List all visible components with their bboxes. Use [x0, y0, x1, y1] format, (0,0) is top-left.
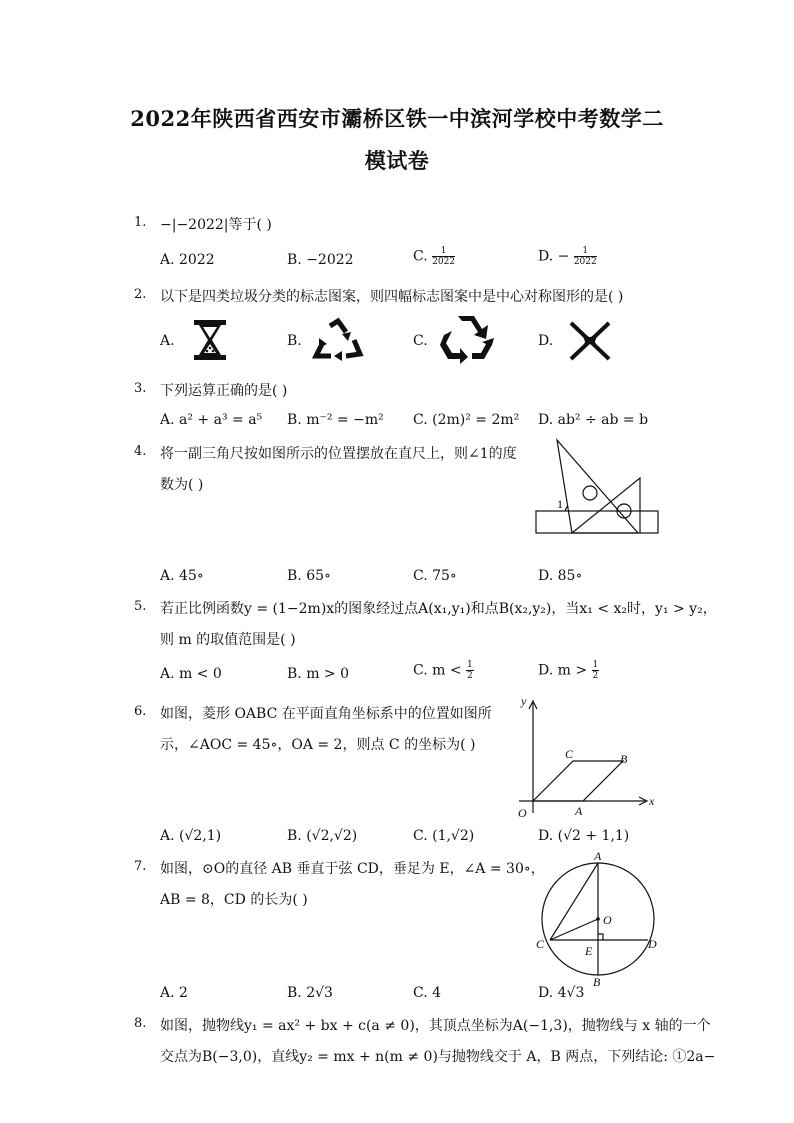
question-number: 5. — [134, 599, 147, 614]
option-d[interactable]: D. ab² ÷ ab = b — [538, 412, 649, 428]
fraction — [432, 246, 455, 267]
option-c[interactable]: C. — [413, 333, 428, 349]
point-label-d: D — [648, 937, 657, 951]
option-b[interactable]: B. m > 0 — [287, 666, 350, 682]
option-c[interactable]: C. 4 — [413, 985, 442, 1001]
option-c[interactable] — [413, 660, 474, 681]
point-label-b: B — [593, 975, 601, 989]
angle-label: 1 — [557, 497, 563, 511]
option-b[interactable]: B. 2√3 — [287, 985, 333, 1001]
option-a[interactable]: A. m < 0 — [160, 666, 222, 682]
cross-arrows-icon — [568, 320, 612, 362]
option-c[interactable] — [413, 246, 455, 267]
question-number: 8. — [134, 1016, 147, 1031]
numerator: 1 — [592, 660, 599, 670]
option-b[interactable]: B. m⁻² = −m² — [287, 412, 384, 428]
question-stem-line2: AB = 8，CD 的长为( ) — [160, 892, 308, 908]
option-c-prefix: C. m < — [413, 662, 467, 679]
option-d-prefix: D. m > — [538, 662, 592, 679]
point-label-e: E — [585, 944, 593, 958]
point-label-c: C — [565, 747, 574, 761]
question-stem: 以下是四类垃圾分类的标志图案，则四幅标志图案中是中心对称图形的是( ) — [160, 289, 624, 305]
point-label-o: O — [603, 913, 612, 927]
option-d[interactable] — [538, 246, 597, 267]
fraction — [466, 660, 474, 681]
axis-label-x: x — [649, 794, 655, 808]
option-d[interactable]: D. (√2 + 1,1) — [538, 828, 630, 844]
question-number: 1. — [134, 215, 147, 230]
question-stem-line2: 示，∠AOC = 45∘，OA = 2，则点 C 的坐标为( ) — [160, 737, 476, 753]
option-c-prefix: C. — [413, 248, 433, 265]
option-a[interactable]: A. a² + a³ = a⁵ — [160, 412, 263, 428]
option-a[interactable]: A. (√2,1) — [160, 828, 222, 844]
option-b[interactable]: B. (√2,√2) — [287, 828, 358, 844]
exam-title-line1: 2022年陕西省西安市灞桥区铁一中滨河学校中考数学二 — [130, 106, 664, 131]
point-label-b: B — [620, 752, 628, 766]
question-number: 4. — [134, 444, 147, 459]
option-b[interactable]: B. −2022 — [287, 252, 354, 268]
denominator: 2022 — [573, 257, 597, 267]
option-a[interactable]: A. 2 — [160, 985, 188, 1001]
question-stem-line2: 则 m 的取值范围是( ) — [160, 632, 296, 648]
question-stem-line2: 交点为B(−3,0)，直线y₂ = mx + n(m ≠ 0)与抛物线交于 A，B 两点，下列结论: ①2a− — [160, 1049, 716, 1065]
option-d-prefix: D. − — [538, 248, 570, 265]
question-stem: 下列运算正确的是( ) — [160, 383, 288, 399]
option-c[interactable]: C. (1,√2) — [413, 828, 475, 844]
option-c[interactable]: C. 75∘ — [413, 568, 457, 584]
question-stem-line1: 如图，抛物线y₁ = ax² + bx + c(a ≠ 0)，其顶点坐标为A(−1,3)，抛物线与 x 轴的一个 — [160, 1018, 711, 1034]
question-number: 7. — [134, 859, 147, 874]
fraction — [592, 660, 600, 681]
numerator: 1 — [467, 660, 473, 670]
option-b[interactable]: B. 65∘ — [287, 568, 331, 584]
point-label-c: C — [536, 937, 545, 951]
option-a[interactable]: A. — [160, 333, 175, 349]
hourglass-recycle-icon — [190, 318, 230, 362]
question-number: 3. — [134, 381, 147, 396]
circle-chord-figure — [530, 848, 665, 988]
recycle-triangle-icon — [313, 318, 363, 362]
question-stem-line1: 如图，菱形 OABC 在平面直角坐标系中的位置如图所 — [160, 706, 492, 722]
option-b[interactable]: B. — [287, 333, 302, 349]
numerator: 1 — [574, 246, 597, 257]
option-a[interactable]: A. 45∘ — [160, 568, 204, 584]
question-stem-line1: 如图，⊙O的直径 AB 垂直于弦 CD，垂足为 E，∠A = 30∘， — [160, 861, 545, 877]
question-stem-line1: 将一副三角尺按如图所示的位置摆放在直尺上，则∠1的度 — [160, 446, 517, 462]
axis-label-y: y — [521, 694, 527, 708]
numerator: 1 — [432, 246, 455, 257]
option-d[interactable] — [538, 660, 599, 681]
denominator: 2 — [592, 671, 599, 681]
triangle-rulers-figure — [535, 438, 660, 538]
rhombus-coordinate-figure — [505, 693, 665, 823]
option-a[interactable]: A. 2022 — [160, 252, 215, 268]
question-stem-line1: 若正比例函数y = (1−2m)x的图象经过点A(x₁,y₁)和点B(x₂,y₂)，当x₁ < x₂时，y₁ > y₂， — [160, 601, 717, 617]
point-label-a: A — [594, 849, 602, 863]
denominator: 2022 — [432, 257, 456, 267]
recycle-arrows-icon — [438, 313, 494, 365]
point-label-o: O — [518, 806, 527, 820]
option-d[interactable]: D. — [538, 333, 554, 349]
denominator: 2 — [467, 671, 473, 681]
question-number: 6. — [134, 704, 147, 719]
question-stem-line2: 数为( ) — [160, 477, 204, 493]
option-d[interactable]: D. 85∘ — [538, 568, 583, 584]
question-number: 2. — [134, 287, 147, 302]
option-c[interactable]: C. (2m)² = 2m² — [413, 412, 520, 428]
fraction — [574, 246, 597, 267]
option-d[interactable]: D. 4√3 — [538, 985, 585, 1001]
point-label-a: A — [575, 804, 583, 818]
question-stem: −|−2022|等于( ) — [160, 217, 272, 233]
exam-title-line2: 模试卷 — [364, 148, 430, 173]
